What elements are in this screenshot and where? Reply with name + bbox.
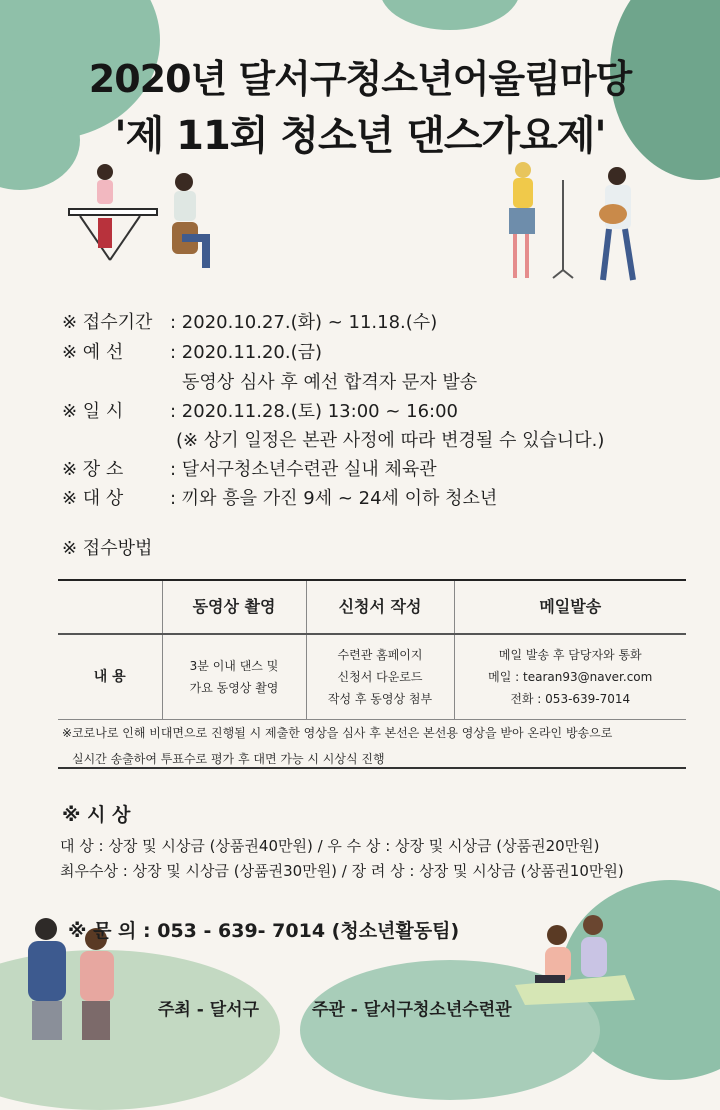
info-row-target [62,484,497,510]
cell-line: 전화 : 053-639-7014 [510,692,631,706]
table-cell [162,634,306,720]
info-value: : 달서구청소년수련관 실내 체육관 [170,459,437,480]
date-note: (※ 상기 일정은 본관 사정에 따라 변경될 수 있습니다.) [176,430,605,451]
info-label: ※ 일 시 [62,401,124,422]
table-cell [454,634,686,720]
table-header-cell: 신청서 작성 [306,580,454,634]
prize-title: ※ 시 상 [62,804,131,826]
cell-line: 메일 : tearan93@naver.com [488,670,653,684]
cell-line: 메일 발송 후 담당자와 통화 [498,648,642,662]
cell-line: 수련관 홈페이지 [337,648,423,662]
info-label: ※ 접수기간 [62,312,153,333]
friends-right-illustration [505,905,635,1005]
table-header-cell: 메일발송 [454,580,686,634]
musicians-left-illustration [60,160,230,290]
organizer: 주관 - 달서구청소년수련관 [312,1000,512,1020]
table-cell [306,634,454,720]
prize-line-2: 최우수상 : 상장 및 시상금 (상품권30만원) / 장 려 상 : 상장 및 시상금 (상품권10만원) [60,862,624,880]
cell-line: 작성 후 동영상 첨부 [327,692,433,706]
prelim-note: 동영상 심사 후 예선 합격자 문자 발송 [182,372,478,393]
info-label: ※ 장 소 [62,459,124,480]
info-label: ※ 대 상 [62,488,124,509]
info-value: : 2020.11.20.(금) [170,342,323,363]
inquiry: ※ 문 의 : 053 - 639- 7014 (청소년활동팀) [68,920,460,942]
info-row-prelim [62,338,322,364]
table-header-cell [58,580,162,634]
prize-line-1: 대 상 : 상장 및 시상금 (상품권40만원) / 우 수 상 : 상장 및 시상금 (상품권20만원) [60,837,600,855]
title-line-1: 2020년 달서구청소년어울림마당 [88,57,632,101]
covid-note-line-2: 실시간 송출하여 투표수로 평가 후 대면 가능 시 시상식 진행 [72,752,385,766]
row-label: 내 용 [93,669,126,685]
method-title: ※ 접수방법 [62,538,153,559]
cell-line: 신청서 다운로드 [337,670,423,684]
method-table [58,579,686,720]
covid-note-line-1: ※코로나로 인해 비대면으로 진행될 시 제출한 영상을 심사 후 본선은 본선용 영상을 받아 온라인 방송으로 [62,726,613,740]
info-value: : 2020.10.27.(화) ~ 11.18.(수) [170,312,438,333]
info-value: : 2020.11.28.(토) 13:00 ~ 16:00 [170,401,458,422]
foliage-top-center [380,0,520,30]
table-row [58,634,686,720]
title-line-2: '제 11회 청소년 댄스가요제' [114,113,606,159]
info-row-venue [62,455,437,481]
table-header-cell: 동영상 촬영 [162,580,306,634]
table-header-row [58,580,686,634]
host: 주최 - 달서구 [158,1000,260,1020]
cell-line: 가요 동영상 촬영 [189,681,279,695]
cell-line: 3분 이내 댄스 및 [189,659,279,673]
info-value: : 끼와 흥을 가진 9세 ~ 24세 이하 청소년 [170,488,498,509]
divider [58,767,686,769]
info-row-date [62,397,458,423]
table-row-label [58,634,162,720]
musicians-right-illustration [495,160,655,290]
info-label: ※ 예 선 [62,342,124,363]
info-row-reception [62,308,437,334]
